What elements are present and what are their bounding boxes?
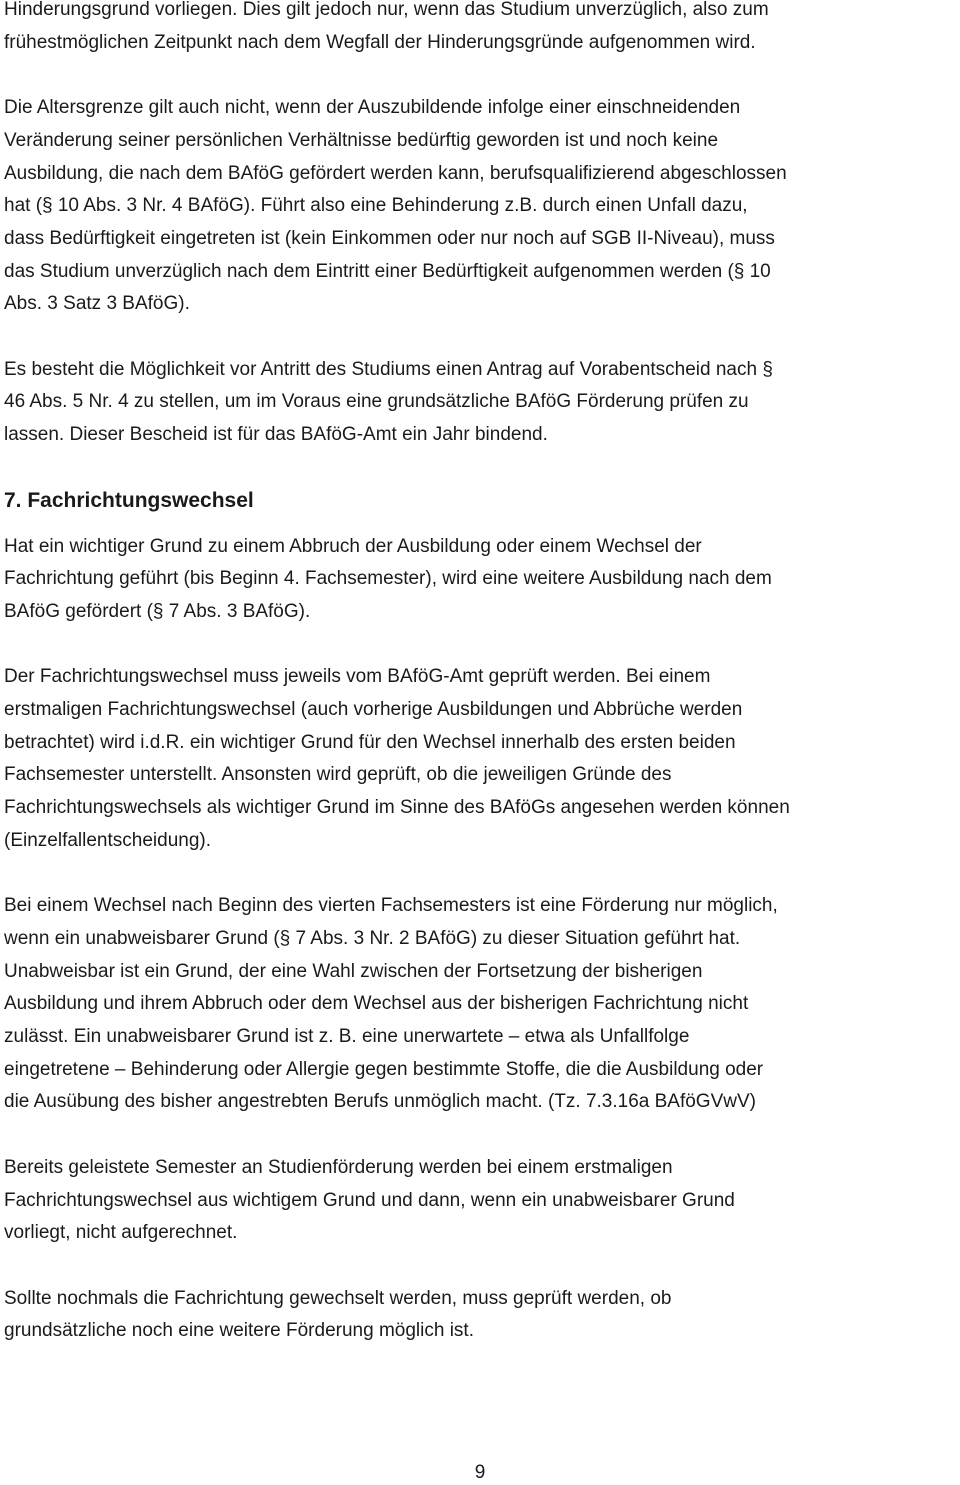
text-line: (Einzelfallentscheidung). [4,829,212,851]
section-heading: 7. Fachrichtungswechsel [4,488,254,512]
text-line: Unabweisbar ist ein Grund, der eine Wahl zwischen der Fortsetzung der bisherigen [4,960,703,982]
text-line: Es besteht die Möglichkeit vor Antritt des Studiums einen Antrag auf Vorabentscheid nach § [4,358,773,380]
paragraph [4,354,960,452]
text-line: Die Altersgrenze gilt auch nicht, wenn der Auszubildende infolge einer einschneidenden [4,97,741,119]
text-line: die Ausübung des bisher angestrebten Berufs unmöglich macht. (Tz. 7.3.16a BAföGVwV) [4,1091,756,1113]
text-line: erstmaligen Fachrichtungswechsel (auch vorherige Ausbildungen und Abbrüche werden [4,699,743,720]
paragraph [4,0,960,59]
paragraphs-after [4,531,960,1349]
text-line: Der Fachrichtungswechsel muss jeweils vom BAföG-Amt geprüft werden. Bei einem [4,666,711,688]
text-line: das Studium unverzüglich nach dem Eintritt einer Bedürftigkeit aufgenommen werden (§ 10 [4,260,771,282]
text-line: Bereits geleistete Semester an Studienförderung werden bei einem erstmaligen [4,1156,673,1178]
text-line: betrachtet) wird i.d.R. ein wichtiger Grund für den Wechsel innerhalb des ersten beiden [4,731,736,753]
text-line: Hinderungsgrund vorliegen. Dies gilt jedoch nur, wenn das Studium unverzüglich, also zum [4,0,769,20]
text-line: eingetretene – Behinderung oder Allergie gegen bestimmte Stoffe, die die Ausbildung oder [4,1058,764,1080]
text-line: Bei einem Wechsel nach Beginn des vierten Fachsemesters ist eine Förderung nur möglich, [4,895,778,917]
paragraph [4,92,960,321]
text-line: Fachrichtungswechsel aus wichtigem Grund und dann, wenn ein unabweisbarer Grund [4,1189,735,1211]
text-line: 46 Abs. 5 Nr. 4 zu stellen, um im Voraus eine grundsätzliche BAföG Förderung prüfen zu [4,391,749,413]
text-line: Abs. 3 Satz 3 BAföG). [4,293,190,315]
text-line: Hat ein wichtiger Grund zu einem Abbruch der Ausbildung oder einem Wechsel der [4,535,702,557]
text-line: frühestmöglichen Zeitpunkt nach dem Wegfall der Hinderungsgründe aufgenommen wird. [4,31,756,53]
paragraphs-before [4,0,960,452]
text-line: hat (§ 10 Abs. 3 Nr. 4 BAföG). Führt also eine Behinderung z.B. durch einen Unfall dazu, [4,195,748,217]
paragraph [4,1283,960,1348]
paragraph [4,890,960,1119]
text-line: dass Bedürftigkeit eingetreten ist (kein Einkommen oder nur noch auf SGB II-Niveau), muss [4,227,775,249]
text-line: lassen. Dieser Bescheid ist für das BAföG-Amt ein Jahr bindend. [4,424,548,446]
document-body [4,0,960,1381]
text-line: vorliegt, nicht aufgerechnet. [4,1222,238,1244]
text-line: Ausbildung, die nach dem BAföG gefördert werden kann, berufsqualifizierend abgeschlossen [4,162,787,184]
paragraph [4,661,960,857]
text-line: Fachsemester unterstellt. Ansonsten wird geprüft, ob die jeweiligen Gründe des [4,764,672,786]
paragraph [4,531,960,629]
text-line: Fachrichtungswechsels als wichtiger Grund im Sinne des BAföGs angesehen werden können [4,797,790,819]
text-line: Ausbildung und ihrem Abbruch oder dem Wechsel aus der bisherigen Fachrichtung nicht [4,993,749,1015]
text-line: BAföG gefördert (§ 7 Abs. 3 BAföG). [4,600,311,622]
text-line: grundsätzliche noch eine weitere Förderung möglich ist. [4,1320,474,1342]
text-line: Fachrichtung geführt (bis Beginn 4. Fachsemester), wird eine weitere Ausbildung nach dem [4,568,772,590]
text-line: wenn ein unabweisbarer Grund (§ 7 Abs. 3 Nr. 2 BAföG) zu dieser Situation geführt hat. [4,927,741,949]
text-line: Sollte nochmals die Fachrichtung gewechselt werden, muss geprüft werden, ob [4,1287,672,1309]
page-number: 9 [474,1462,486,1483]
paragraph [4,1152,960,1250]
text-line: Veränderung seiner persönlichen Verhältnisse bedürftig geworden ist und noch keine [4,129,719,151]
text-line: zulässt. Ein unabweisbarer Grund ist z. B. eine unerwartete – etwa als Unfallfolge [4,1026,690,1048]
